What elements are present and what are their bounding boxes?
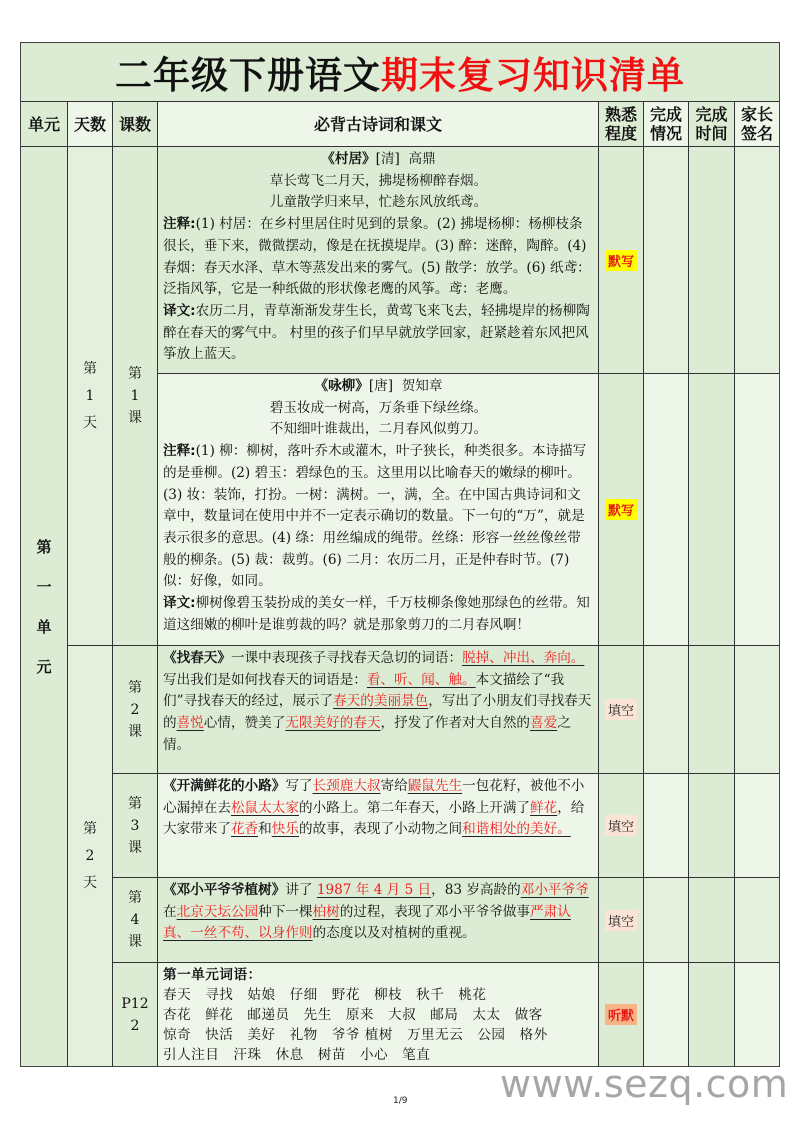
vocab-word: 邮局 bbox=[430, 1007, 459, 1023]
title-black: 二年级下册语文 bbox=[115, 54, 381, 97]
answer-highlight: 花香 bbox=[230, 821, 259, 838]
tag-fill-blank: 填空 bbox=[605, 815, 637, 836]
parent-sign-cell[interactable] bbox=[735, 963, 779, 1066]
text-segment: 和 bbox=[258, 821, 272, 838]
parent-sign-cell[interactable] bbox=[735, 878, 779, 963]
lesson-summary bbox=[163, 648, 594, 757]
vocab-word: 野花 bbox=[331, 987, 360, 1003]
lesson-char: 第 bbox=[128, 679, 142, 696]
notes-text: (1) 柳：柳树，落叶乔木或灌木，叶子狭长，种类很多。本诗描写的是垂柳。(2) 碧玉：碧绿色的玉。这里用以比喻春天的嫩绿的柳叶。(3) 妆：装饰，打扮。一树：满树。一，满，全。在中国古典诗词和文章中，数量词在使用中并不一定表示确切的数量。下一句的“万”，就是表示很多的意思。(4) 绦：用丝编成的绳带。丝绦：形容一丝丝像丝带般的柳条。(5) 裁：裁剪。(6) 二月：农历二月，正是仲春时节。(7) 似：好像，如同。 bbox=[163, 443, 587, 590]
poem-translation bbox=[163, 593, 594, 636]
day-char: 2 bbox=[85, 848, 95, 864]
parent-sign-cell[interactable] bbox=[735, 774, 779, 878]
poem-notes bbox=[163, 441, 594, 593]
vocab-word: 春天 bbox=[163, 987, 192, 1003]
vocab-word: 杏花 bbox=[163, 1007, 192, 1023]
poem-heading bbox=[163, 149, 594, 171]
vocab-word: 鲜花 bbox=[205, 1007, 234, 1023]
lesson-char: P12 bbox=[121, 995, 149, 1012]
parent-sign-cell[interactable] bbox=[735, 646, 779, 774]
notes-text: (1) 村居：在乡村里居住时见到的景象。(2) 拂堤杨柳：杨柳枝条很长，垂下来，微微摆动，像是在抚摸堤岸。(3) 醉：迷醉，陶醉。(4) 春烟：春天水泽、草木等蒸发出来的雾气。(5) 散学：放学。(6) 纸鸢：泛指风筝，它是一种纸做的形状像老鹰的风筝。鸢：老鹰。 bbox=[163, 216, 591, 298]
vocab-word: 先生 bbox=[303, 1007, 332, 1023]
time-cell[interactable] bbox=[689, 878, 735, 963]
poem-author: 高鼎 bbox=[408, 151, 436, 167]
text-segment: 寄给 bbox=[380, 778, 408, 794]
vocab-word: 原来 bbox=[345, 1007, 375, 1023]
status-cell[interactable] bbox=[644, 963, 689, 1066]
day-char: 第 bbox=[83, 361, 97, 377]
content-dengxiaoping bbox=[158, 878, 599, 963]
answer-highlight: 北京天坛公园 bbox=[176, 903, 259, 920]
poem-author: 贺知章 bbox=[401, 378, 443, 394]
vocab-word: 万里无云 bbox=[406, 1027, 464, 1043]
unit-char: 一 bbox=[36, 577, 52, 596]
vocab-word: 笔直 bbox=[402, 1047, 431, 1063]
answer-highlight: 和谐相处的美好。 bbox=[462, 821, 571, 838]
answer-highlight: 鲜花 bbox=[530, 799, 558, 816]
text-segment: 一课中表现孩子寻找春天急切的词语： bbox=[230, 650, 463, 666]
status-cell[interactable] bbox=[644, 774, 689, 878]
text-segment: 讲了 bbox=[285, 882, 317, 898]
poem-title: 《咏柳》 bbox=[314, 378, 369, 394]
translation-text: 柳树像碧玉装扮成的美女一样，千万枝柳条像她那绿色的丝带。知道这细嫩的柳叶是谁剪裁的吗？就是那象剪刀的二月春风啊！ bbox=[163, 595, 590, 633]
answer-highlight: 松鼠太太家 bbox=[230, 799, 299, 816]
vocab-word: 姑娘 bbox=[247, 987, 276, 1003]
answer-highlight: 脱掉、冲出、奔向。 bbox=[462, 650, 585, 666]
vocab-title: 第一单元词语： bbox=[163, 967, 262, 983]
vocab-line bbox=[163, 1025, 594, 1045]
text-segment: 的故事，表现了小动物之间 bbox=[298, 821, 463, 838]
tag-listen-dictation: 听默 bbox=[605, 1004, 637, 1025]
checklist-table bbox=[20, 42, 780, 1067]
header-unit: 单元 bbox=[21, 102, 68, 147]
lesson-char: 2 bbox=[130, 701, 140, 718]
title-red: 期末复习知识清单 bbox=[381, 54, 685, 97]
time-cell[interactable] bbox=[689, 374, 735, 646]
translation-text: 农历二月，青草渐渐发芽生长，黄莺飞来飞去，轻拂堤岸的杨柳陶醉在春天的雾气中。 村里的孩子们早早就放学回家，赶紧趁着东风把风筝放上蓝天。 bbox=[163, 302, 590, 363]
vocab-word: 邮递员 bbox=[247, 1007, 290, 1023]
lesson-title: 《找春天》 bbox=[163, 650, 231, 666]
familiarity-cell bbox=[599, 878, 644, 963]
translation-label: 译文: bbox=[163, 595, 196, 612]
translation-label: 译文: bbox=[163, 302, 196, 319]
vocab-word: 快活 bbox=[205, 1027, 234, 1043]
familiarity-cell bbox=[599, 646, 644, 774]
status-cell[interactable] bbox=[644, 878, 689, 963]
day-char: 第 bbox=[83, 821, 97, 837]
header-familiarity: 熟悉程度 bbox=[599, 102, 644, 147]
header-day: 天数 bbox=[68, 102, 113, 147]
lesson-title: 《开满鲜花的小路》 bbox=[163, 778, 286, 794]
vocab-word: 引人注目 bbox=[163, 1047, 220, 1063]
lesson-summary bbox=[163, 880, 594, 945]
time-cell[interactable] bbox=[689, 774, 735, 878]
text-segment: 心情，赞美了 bbox=[203, 715, 286, 732]
vocab-word: 汗珠 bbox=[233, 1047, 262, 1063]
poem-title: 《村居》 bbox=[321, 151, 376, 167]
poem-dynasty: [唐] bbox=[368, 378, 394, 394]
time-cell[interactable] bbox=[689, 963, 735, 1066]
page-title bbox=[21, 43, 779, 102]
lesson-char: 课 bbox=[128, 410, 142, 426]
vocab-word: 美好 bbox=[247, 1027, 276, 1043]
day-cell-2 bbox=[68, 646, 113, 1066]
content-zhaochuntian bbox=[158, 646, 599, 774]
header-content: 必背古诗词和课文 bbox=[158, 102, 599, 147]
lesson-summary bbox=[163, 776, 594, 841]
lesson-cell-3 bbox=[113, 774, 158, 878]
text-segment: ，83 岁高龄的 bbox=[431, 882, 521, 898]
lesson-char: 3 bbox=[130, 817, 140, 834]
text-segment: 写出我们是如何找春天的词语是： bbox=[163, 671, 367, 688]
tag-fill-blank: 填空 bbox=[605, 910, 637, 931]
lesson-cell-5 bbox=[113, 963, 158, 1066]
unit-char: 第 bbox=[36, 537, 52, 556]
answer-highlight: 严肃认真、一丝不苟、以身作则 bbox=[163, 903, 571, 942]
lesson-title: 《邓小平爷爷植树》 bbox=[163, 882, 286, 898]
vocab-word: 公园 bbox=[477, 1027, 506, 1043]
vocab-word: 休息 bbox=[275, 1047, 304, 1063]
day-char: 1 bbox=[85, 388, 95, 404]
answer-highlight: 喜悦 bbox=[176, 715, 204, 732]
vocab-word: 大叔 bbox=[388, 1007, 417, 1023]
text-segment: 的态度以及对植树的重视。 bbox=[312, 925, 476, 942]
text-segment: 之情。 bbox=[163, 715, 571, 753]
unit-char: 单 bbox=[36, 617, 52, 636]
poem-heading bbox=[163, 376, 594, 398]
poem-line: 不知细叶谁裁出，二月春风似剪刀。 bbox=[269, 421, 488, 438]
content-kaimanxianhua bbox=[158, 774, 599, 878]
header-time: 完成时间 bbox=[689, 102, 735, 147]
content-poem-cunju bbox=[158, 147, 599, 374]
vocab-word: 柳枝 bbox=[373, 987, 403, 1003]
answer-highlight: 柏树 bbox=[312, 903, 340, 920]
vocab-word: 做客 bbox=[514, 1007, 543, 1023]
lesson-char: 第 bbox=[128, 890, 142, 906]
poem-dynasty: [清] bbox=[375, 151, 400, 167]
poem-translation bbox=[163, 301, 594, 366]
vocab-word: 小心 bbox=[359, 1047, 389, 1063]
poem-notes bbox=[163, 214, 594, 301]
text-segment: 的过程，表现了邓小平爷爷做事 bbox=[339, 903, 531, 920]
familiarity-cell bbox=[599, 374, 644, 646]
lesson-char: 第 bbox=[128, 366, 142, 382]
tag-dictation: 默写 bbox=[605, 250, 637, 271]
familiarity-cell bbox=[599, 963, 644, 1066]
vocab-word: 太太 bbox=[472, 1007, 501, 1023]
text-segment: 在 bbox=[163, 903, 177, 920]
lesson-char: 课 bbox=[128, 723, 142, 740]
parent-sign-cell[interactable] bbox=[735, 147, 779, 374]
vocab-word: 仔细 bbox=[289, 987, 318, 1003]
answer-highlight: 无限美好的春天 bbox=[285, 715, 381, 732]
answer-highlight: 1987 年 4 月 5 日 bbox=[316, 882, 432, 898]
vocab-word: 秋千 bbox=[416, 987, 445, 1003]
text-segment: ，给大家带来了 bbox=[163, 799, 585, 838]
answer-highlight: 看、听、闻、触。 bbox=[366, 671, 476, 688]
poem-line: 草长莺飞二月天，拂堤杨柳醉春烟。 bbox=[269, 172, 488, 189]
poem-line: 儿童散学归来早，忙趁东风放纸鸢。 bbox=[269, 194, 488, 211]
answer-highlight: 长颈鹿大叔 bbox=[312, 778, 381, 794]
tag-dictation: 默写 bbox=[605, 499, 637, 520]
familiarity-cell bbox=[599, 774, 644, 878]
text-segment: ，抒发了作者对大自然的 bbox=[380, 715, 531, 732]
lesson-cell-2 bbox=[113, 646, 158, 774]
status-cell[interactable] bbox=[644, 374, 689, 646]
day-cell-1 bbox=[68, 147, 113, 646]
lesson-char: 4 bbox=[130, 912, 140, 928]
content-vocabulary bbox=[158, 963, 599, 1066]
watermark: www.sezq.com bbox=[500, 1062, 789, 1106]
vocab-line bbox=[163, 985, 594, 1005]
answer-highlight: 春天的美丽景色 bbox=[333, 693, 429, 710]
answer-highlight: 喜爱 bbox=[530, 715, 558, 732]
vocab-word: 格外 bbox=[519, 1027, 548, 1043]
vocab-word: 爷爷 植树 bbox=[331, 1027, 393, 1043]
lesson-char: 课 bbox=[128, 934, 142, 950]
text-segment: 本文描绘了“我们”寻找春天的经过，展示了 bbox=[163, 671, 565, 710]
tag-fill-blank: 填空 bbox=[605, 699, 637, 720]
text-segment: 写了 bbox=[285, 778, 313, 794]
lesson-cell-1 bbox=[113, 147, 158, 646]
vocab-word: 惊奇 bbox=[163, 1027, 192, 1043]
text-segment: 一包花籽，被他不小心漏掉在去 bbox=[163, 778, 585, 816]
familiarity-cell bbox=[599, 147, 644, 374]
header-lesson: 课数 bbox=[113, 102, 158, 147]
vocab-line bbox=[163, 1005, 594, 1025]
answer-highlight: 快乐 bbox=[271, 821, 299, 838]
vocab-word: 礼物 bbox=[289, 1027, 318, 1043]
vocab-word: 树苗 bbox=[317, 1047, 346, 1063]
text-segment: 种下一棵 bbox=[258, 903, 313, 920]
header-status: 完成情况 bbox=[644, 102, 689, 147]
vocab-word: 桃花 bbox=[458, 987, 487, 1003]
poem-line: 碧玉妆成一树高，万条垂下绿丝绦。 bbox=[269, 399, 488, 416]
unit-char: 元 bbox=[36, 657, 52, 676]
lesson-cell-4 bbox=[113, 878, 158, 963]
page-number: 1/9 bbox=[393, 1096, 408, 1106]
notes-label: 注释: bbox=[163, 216, 196, 233]
lesson-char: 课 bbox=[128, 839, 142, 856]
text-segment: ，写出了小朋友们寻找春天的 bbox=[163, 693, 592, 732]
header-parent: 家长签名 bbox=[735, 102, 779, 147]
answer-highlight: 邓小平爷爷 bbox=[520, 882, 589, 898]
day-char: 天 bbox=[83, 415, 97, 431]
lesson-char: 第 bbox=[128, 795, 142, 812]
status-cell[interactable] bbox=[644, 646, 689, 774]
unit-cell bbox=[21, 147, 68, 1066]
time-cell[interactable] bbox=[689, 147, 735, 374]
parent-sign-cell[interactable] bbox=[735, 374, 779, 646]
day-char: 天 bbox=[83, 875, 97, 891]
lesson-char: 1 bbox=[130, 388, 140, 404]
text-segment: 的小路上。第二年春天，小路上开满了 bbox=[298, 799, 531, 816]
answer-highlight: 鼹鼠先生 bbox=[407, 778, 463, 794]
vocab-word: 寻找 bbox=[205, 987, 234, 1003]
notes-label: 注释: bbox=[163, 443, 196, 460]
status-cell[interactable] bbox=[644, 147, 689, 374]
time-cell[interactable] bbox=[689, 646, 735, 774]
lesson-char: 2 bbox=[130, 1017, 140, 1034]
content-poem-yongliu bbox=[158, 374, 599, 646]
